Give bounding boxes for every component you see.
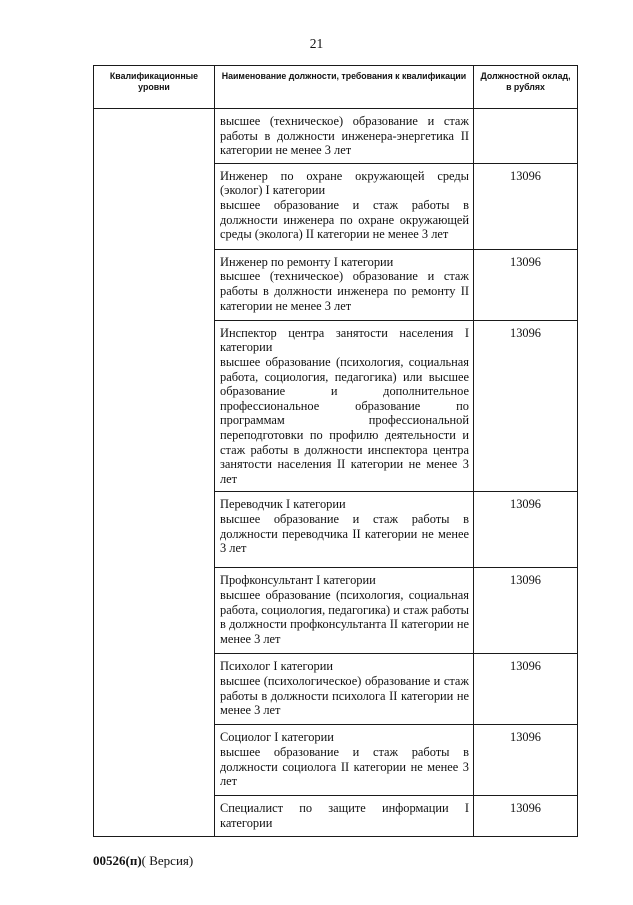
salary-cell: 13096 <box>474 320 578 492</box>
document-version: ( Версия) <box>141 853 194 868</box>
salary-cell: 13096 <box>474 725 578 796</box>
position-title: Специалист по защите информации I категории <box>220 801 469 830</box>
header-salary: Должностной оклад, в рублях <box>474 66 578 109</box>
salary-cell: 13096 <box>474 654 578 725</box>
document-code: 00526(п) <box>93 853 142 868</box>
salary-cell: 13096 <box>474 796 578 837</box>
position-title: Социолог I категории <box>220 730 334 745</box>
position-cell <box>215 492 474 568</box>
salary-cell: 13096 <box>474 249 578 320</box>
position-title: Переводчик I категории <box>220 497 346 512</box>
position-title: Инспектор центра занятости населения I категории <box>220 325 469 355</box>
salary-cell: 13096 <box>474 492 578 568</box>
position-cell <box>215 249 474 320</box>
position-requirement: высшее образование и стаж работы в должности социолога II категории не менее 3 лет <box>220 744 469 789</box>
position-requirement: высшее образование (психология, социальная работа, социология, педагогика) и стаж работы в должности профконсультанта II категории не менее 3 лет <box>220 587 469 646</box>
position-cell <box>215 568 474 654</box>
qualification-level-cell <box>94 109 215 837</box>
salary-cell: 13096 <box>474 163 578 249</box>
position-title: Инженер по охране окружающей среды (эколог) I категории <box>220 168 469 198</box>
position-cell <box>215 163 474 249</box>
position-requirement: высшее образование и стаж работы в должности инженера по охране окружающей среды (эколога) II категории не менее 3 лет <box>220 197 469 242</box>
position-title: Инженер по ремонту I категории <box>220 254 394 269</box>
salary-cell: 13096 <box>474 568 578 654</box>
position-requirement: высшее (техническое) образование и стаж работы в должности инженера-энергетика II категории не менее 3 лет <box>220 114 469 158</box>
position-requirement: высшее (техническое) образование и стаж работы в должности инженера по ремонту II категории не менее 3 лет <box>220 269 469 313</box>
position-cell <box>215 796 474 837</box>
position-cell <box>215 654 474 725</box>
position-requirement: высшее (психологическое) образование и стаж работы в должности психолога II категории не менее 3 лет <box>220 673 469 718</box>
qualification-table <box>93 65 578 837</box>
document-footer <box>93 853 193 869</box>
salary-cell <box>474 109 578 164</box>
table-row <box>94 109 578 164</box>
page-number: 21 <box>309 36 324 51</box>
position-requirement: высшее образование и стаж работы в должности переводчика II категории не менее 3 лет <box>220 511 469 556</box>
header-position-requirements: Наименование должности, требования к квалификации <box>215 66 474 109</box>
position-cell <box>215 109 474 164</box>
position-title: Профконсультант I категории <box>220 573 376 588</box>
position-cell <box>215 725 474 796</box>
header-qualification-levels: Квалификационные уровни <box>94 66 215 109</box>
position-requirement: высшее образование (психология, социальная работа, социология, педагогика) или высшее образование и дополнительное профессиональное образование по программам профессиональной переподготовки по профилю деятельности и стаж работы в должности инспектора центра занятости населения II категории не менее 3 лет <box>220 354 469 486</box>
table-header-row <box>94 66 578 109</box>
position-cell <box>215 320 474 492</box>
position-title: Психолог I категории <box>220 659 333 674</box>
